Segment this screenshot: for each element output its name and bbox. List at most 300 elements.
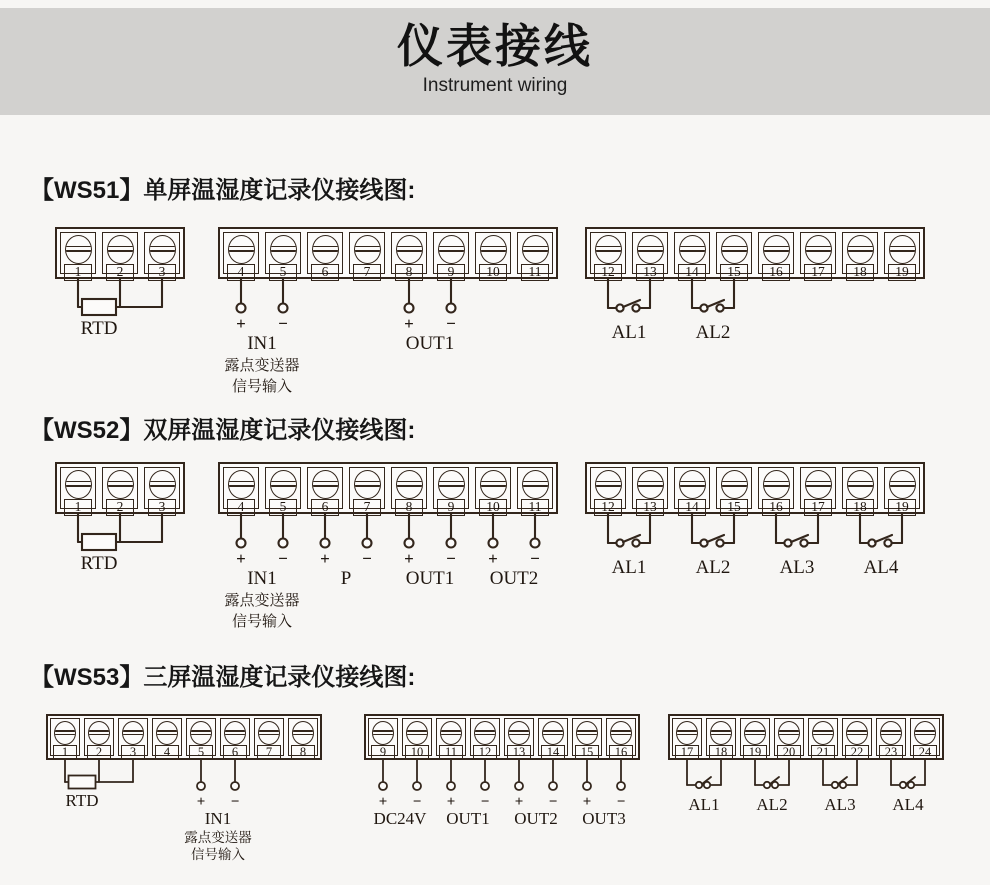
wiring-label: AL4 bbox=[892, 795, 924, 814]
screw-icon bbox=[312, 470, 339, 499]
screw-icon bbox=[270, 470, 297, 499]
terminal-number: 24 bbox=[913, 745, 937, 760]
screw-icon bbox=[312, 235, 339, 264]
wiring-diagram bbox=[55, 279, 185, 404]
terminal-number: 18 bbox=[846, 499, 874, 516]
contact-dot bbox=[832, 782, 838, 788]
wiring-label: AL2 bbox=[756, 795, 788, 814]
wiring-label: IN1 bbox=[204, 809, 232, 828]
terminal-cell bbox=[265, 232, 301, 279]
terminal-number: 8 bbox=[395, 264, 423, 281]
terminal-cell bbox=[876, 718, 906, 759]
polarity-sign: − bbox=[230, 794, 240, 810]
wiring-diagram bbox=[218, 514, 558, 639]
terminal-number: 12 bbox=[594, 499, 622, 516]
wiring-diagram bbox=[46, 760, 322, 885]
terminal-cell bbox=[50, 718, 80, 759]
terminal-number: 18 bbox=[846, 264, 874, 281]
terminal-block bbox=[668, 714, 944, 814]
contact-dot bbox=[231, 782, 239, 790]
terminal-number: 17 bbox=[675, 745, 699, 760]
polarity-sign: + bbox=[236, 549, 246, 568]
screw-icon bbox=[480, 235, 507, 264]
screw-icon bbox=[763, 235, 790, 264]
terminal-cell bbox=[740, 718, 770, 759]
screw-icon bbox=[679, 235, 706, 264]
terminal-number: 15 bbox=[720, 499, 748, 516]
terminal-cell bbox=[152, 718, 182, 759]
screw-icon bbox=[889, 235, 916, 264]
contact-dot bbox=[632, 304, 639, 311]
screw-icon bbox=[676, 721, 698, 745]
screw-icon bbox=[65, 235, 92, 264]
terminal-cell bbox=[884, 467, 920, 514]
polarity-sign: + bbox=[320, 549, 330, 568]
polarity-sign: − bbox=[530, 549, 540, 568]
screw-icon bbox=[522, 235, 549, 264]
contact-dot bbox=[481, 782, 489, 790]
terminal-cell bbox=[475, 467, 511, 514]
terminal-number: 13 bbox=[636, 264, 664, 281]
contact-dot bbox=[447, 539, 456, 548]
polarity-sign: − bbox=[278, 314, 288, 333]
terminal-block bbox=[364, 714, 640, 828]
wiring-label: AL3 bbox=[779, 557, 815, 578]
screw-icon bbox=[763, 470, 790, 499]
contact-dot bbox=[696, 782, 702, 788]
wiring-label: AL1 bbox=[688, 795, 720, 814]
screw-icon bbox=[190, 721, 212, 745]
screw-icon bbox=[721, 235, 748, 264]
terminal-cell bbox=[758, 232, 794, 279]
terminal-cell bbox=[517, 232, 553, 279]
terminal-number: 12 bbox=[473, 745, 497, 760]
wiring-label: OUT1 bbox=[405, 568, 455, 589]
screw-icon bbox=[880, 721, 902, 745]
contact-dot bbox=[616, 539, 623, 546]
polarity-sign: − bbox=[362, 549, 372, 568]
terminal-number: 9 bbox=[371, 745, 395, 760]
terminal-number: 21 bbox=[811, 745, 835, 760]
polarity-sign: + bbox=[446, 794, 456, 810]
screw-icon bbox=[396, 235, 423, 264]
terminal-number: 9 bbox=[437, 264, 465, 281]
wiring-label: OUT3 bbox=[582, 809, 626, 828]
terminal-cell bbox=[910, 718, 940, 759]
screw-icon bbox=[354, 235, 381, 264]
wiring-label: AL2 bbox=[695, 322, 731, 343]
screw-icon bbox=[107, 235, 134, 264]
contact-dot bbox=[197, 782, 205, 790]
polarity-sign: + bbox=[236, 314, 246, 333]
screw-icon bbox=[721, 470, 748, 499]
screw-icon bbox=[812, 721, 834, 745]
screw-icon bbox=[805, 470, 832, 499]
terminal-number: 19 bbox=[888, 264, 916, 281]
terminal-cell bbox=[572, 718, 602, 759]
polarity-sign: − bbox=[412, 794, 422, 810]
polarity-sign: + bbox=[378, 794, 388, 810]
wiring-label: RTD bbox=[80, 553, 118, 574]
terminal-number: 23 bbox=[879, 745, 903, 760]
terminal-number: 10 bbox=[479, 499, 507, 516]
screw-icon bbox=[122, 721, 144, 745]
terminal-number: 1 bbox=[53, 745, 77, 760]
polarity-sign: − bbox=[446, 549, 456, 568]
terminal-cell bbox=[307, 467, 343, 514]
terminal-cell bbox=[504, 718, 534, 759]
screw-icon bbox=[480, 470, 507, 499]
terminal-number: 12 bbox=[594, 264, 622, 281]
contact-dot bbox=[868, 539, 875, 546]
terminal-cell bbox=[632, 467, 668, 514]
polarity-sign: − bbox=[548, 794, 558, 810]
terminal-number: 8 bbox=[395, 499, 423, 516]
screw-icon bbox=[228, 470, 255, 499]
terminal-cell bbox=[368, 718, 398, 759]
terminal-number: 4 bbox=[227, 499, 255, 516]
contact-dot bbox=[772, 782, 778, 788]
terminal-cell bbox=[884, 232, 920, 279]
contact-dot bbox=[700, 304, 707, 311]
section-heading-ws53: 【WS53】三屏温湿度记录仪接线图: bbox=[30, 664, 416, 691]
screw-icon bbox=[258, 721, 280, 745]
terminal-cell bbox=[265, 467, 301, 514]
screw-icon bbox=[88, 721, 110, 745]
screw-icon bbox=[847, 470, 874, 499]
terminal-strip bbox=[46, 714, 322, 760]
terminal-cell bbox=[632, 232, 668, 279]
wiring-label: RTD bbox=[65, 791, 99, 810]
terminal-number: 11 bbox=[439, 745, 463, 760]
screw-icon bbox=[372, 721, 394, 745]
screw-icon bbox=[595, 235, 622, 264]
screw-icon bbox=[610, 721, 632, 745]
screw-icon bbox=[637, 235, 664, 264]
terminal-cell bbox=[672, 718, 702, 759]
contact-dot bbox=[800, 539, 807, 546]
wiring-label: AL1 bbox=[611, 322, 647, 343]
terminal-cell bbox=[223, 232, 259, 279]
header-bar bbox=[0, 8, 990, 115]
contact-dot bbox=[632, 539, 639, 546]
terminal-cell bbox=[842, 718, 872, 759]
terminal-cell bbox=[538, 718, 568, 759]
screw-icon bbox=[474, 721, 496, 745]
screw-icon bbox=[710, 721, 732, 745]
terminal-number: 13 bbox=[507, 745, 531, 760]
terminal-strip bbox=[585, 227, 925, 279]
terminal-cell bbox=[517, 467, 553, 514]
terminal-number: 1 bbox=[64, 499, 92, 516]
terminal-number: 5 bbox=[269, 264, 297, 281]
terminal-number: 14 bbox=[678, 499, 706, 516]
wiring-sublabel: 露点变送器 bbox=[224, 357, 300, 374]
terminal-number: 3 bbox=[148, 264, 176, 281]
screw-icon bbox=[406, 721, 428, 745]
terminal-block bbox=[55, 462, 185, 574]
terminal-cell bbox=[436, 718, 466, 759]
rtd-resistor bbox=[82, 299, 116, 315]
screw-icon bbox=[354, 470, 381, 499]
terminal-number: 4 bbox=[155, 745, 179, 760]
contact-dot bbox=[447, 304, 456, 313]
terminal-strip bbox=[55, 462, 185, 514]
wiring-label: DC24V bbox=[373, 809, 427, 828]
terminal-number: 7 bbox=[257, 745, 281, 760]
terminal-number: 8 bbox=[291, 745, 315, 760]
terminal-cell bbox=[60, 232, 96, 279]
terminal-number: 16 bbox=[609, 745, 633, 760]
contact-dot bbox=[616, 304, 623, 311]
wiring-sublabel: 信号输入 bbox=[191, 847, 245, 862]
terminal-number: 16 bbox=[762, 499, 790, 516]
wiring-diagram bbox=[55, 514, 185, 639]
terminal-number: 14 bbox=[678, 264, 706, 281]
screw-icon bbox=[438, 470, 465, 499]
wiring-diagram bbox=[585, 279, 925, 404]
terminal-cell bbox=[307, 232, 343, 279]
terminal-number: 20 bbox=[777, 745, 801, 760]
terminal-cell bbox=[716, 232, 752, 279]
contact-dot bbox=[704, 782, 710, 788]
screw-icon bbox=[149, 470, 176, 499]
terminal-number: 6 bbox=[311, 264, 339, 281]
wiring-diagram bbox=[218, 279, 558, 404]
terminal-number: 1 bbox=[64, 264, 92, 281]
contact-dot bbox=[908, 782, 914, 788]
wiring-label: AL4 bbox=[863, 557, 899, 578]
terminal-cell bbox=[800, 232, 836, 279]
wiring-label: IN1 bbox=[247, 333, 277, 354]
contact-dot bbox=[405, 304, 414, 313]
terminal-number: 13 bbox=[636, 499, 664, 516]
terminal-cell bbox=[674, 232, 710, 279]
screw-icon bbox=[107, 470, 134, 499]
terminal-number: 6 bbox=[223, 745, 247, 760]
wiring-label: AL1 bbox=[611, 557, 647, 578]
screw-icon bbox=[637, 470, 664, 499]
wiring-label: AL3 bbox=[824, 795, 856, 814]
terminal-cell bbox=[475, 232, 511, 279]
screw-icon bbox=[744, 721, 766, 745]
contact-dot bbox=[617, 782, 625, 790]
wiring-label: IN1 bbox=[247, 568, 277, 589]
terminal-block bbox=[218, 227, 558, 395]
wiring-sublabel: 信号输入 bbox=[231, 613, 293, 630]
terminal-block bbox=[585, 227, 925, 343]
contact-dot bbox=[840, 782, 846, 788]
terminal-cell bbox=[470, 718, 500, 759]
contact-dot bbox=[489, 539, 498, 548]
terminal-cell bbox=[254, 718, 284, 759]
terminal-cell bbox=[758, 467, 794, 514]
terminal-cell bbox=[808, 718, 838, 759]
terminal-number: 19 bbox=[743, 745, 767, 760]
terminal-cell bbox=[402, 718, 432, 759]
screw-icon bbox=[224, 721, 246, 745]
screw-icon bbox=[595, 470, 622, 499]
terminal-cell bbox=[774, 718, 804, 759]
wiring-diagram bbox=[668, 760, 944, 885]
terminal-number: 14 bbox=[541, 745, 565, 760]
terminal-number: 17 bbox=[804, 264, 832, 281]
terminal-cell bbox=[102, 232, 138, 279]
terminal-number: 15 bbox=[575, 745, 599, 760]
contact-dot bbox=[379, 782, 387, 790]
terminal-number: 17 bbox=[804, 499, 832, 516]
terminal-number: 22 bbox=[845, 745, 869, 760]
terminal-number: 3 bbox=[121, 745, 145, 760]
contact-dot bbox=[279, 304, 288, 313]
screw-icon bbox=[914, 721, 936, 745]
wiring-label: OUT2 bbox=[489, 568, 539, 589]
terminal-number: 15 bbox=[720, 264, 748, 281]
contact-dot bbox=[716, 539, 723, 546]
screw-icon bbox=[438, 235, 465, 264]
contact-dot bbox=[237, 539, 246, 548]
terminal-number: 2 bbox=[87, 745, 111, 760]
section-heading-ws51: 【WS51】单屏温湿度记录仪接线图: bbox=[30, 177, 416, 204]
terminal-strip bbox=[55, 227, 185, 279]
contact-dot bbox=[515, 782, 523, 790]
terminal-cell bbox=[349, 232, 385, 279]
wiring-label: OUT1 bbox=[446, 809, 490, 828]
terminal-number: 5 bbox=[269, 499, 297, 516]
terminal-cell bbox=[118, 718, 148, 759]
polarity-sign: − bbox=[480, 794, 490, 810]
polarity-sign: + bbox=[404, 549, 414, 568]
terminal-number: 2 bbox=[106, 499, 134, 516]
page-title: 仪表接线 bbox=[397, 20, 593, 72]
terminal-strip bbox=[585, 462, 925, 514]
terminal-cell bbox=[433, 467, 469, 514]
wiring-sublabel: 露点变送器 bbox=[224, 592, 300, 609]
contact-dot bbox=[700, 539, 707, 546]
terminal-cell bbox=[842, 232, 878, 279]
screw-icon bbox=[889, 470, 916, 499]
terminal-cell bbox=[144, 232, 180, 279]
terminal-strip bbox=[218, 227, 558, 279]
terminal-block bbox=[55, 227, 185, 339]
terminal-cell bbox=[391, 467, 427, 514]
terminal-cell bbox=[84, 718, 114, 759]
terminal-number: 11 bbox=[521, 499, 549, 516]
screw-icon bbox=[522, 470, 549, 499]
terminal-block bbox=[585, 462, 925, 578]
contact-dot bbox=[405, 539, 414, 548]
contact-dot bbox=[413, 782, 421, 790]
polarity-sign: + bbox=[582, 794, 592, 810]
terminal-number: 2 bbox=[106, 264, 134, 281]
contact-dot bbox=[549, 782, 557, 790]
page-subtitle: Instrument wiring bbox=[422, 74, 568, 96]
terminal-cell bbox=[349, 467, 385, 514]
screw-icon bbox=[156, 721, 178, 745]
contact-dot bbox=[447, 782, 455, 790]
terminal-cell bbox=[60, 467, 96, 514]
wiring-label: AL2 bbox=[695, 557, 731, 578]
terminal-cell bbox=[674, 467, 710, 514]
wiring-sublabel: 信号输入 bbox=[231, 378, 293, 395]
terminal-number: 16 bbox=[762, 264, 790, 281]
polarity-sign: + bbox=[404, 314, 414, 333]
terminal-number: 11 bbox=[521, 264, 549, 281]
screw-icon bbox=[679, 470, 706, 499]
screw-icon bbox=[65, 470, 92, 499]
terminal-cell bbox=[433, 232, 469, 279]
screw-icon bbox=[54, 721, 76, 745]
screw-icon bbox=[778, 721, 800, 745]
screw-icon bbox=[847, 235, 874, 264]
terminal-strip bbox=[668, 714, 944, 760]
terminal-cell bbox=[590, 232, 626, 279]
terminal-cell bbox=[842, 467, 878, 514]
wiring-label: RTD bbox=[80, 318, 118, 339]
terminal-cell bbox=[288, 718, 318, 759]
terminal-cell bbox=[800, 467, 836, 514]
contact-dot bbox=[583, 782, 591, 790]
terminal-number: 18 bbox=[709, 745, 733, 760]
terminal-number: 9 bbox=[437, 499, 465, 516]
terminal-cell bbox=[606, 718, 636, 759]
terminal-block bbox=[218, 462, 558, 630]
contact-dot bbox=[900, 782, 906, 788]
terminal-cell bbox=[220, 718, 250, 759]
contact-dot bbox=[531, 539, 540, 548]
polarity-sign: − bbox=[446, 314, 456, 333]
screw-icon bbox=[805, 235, 832, 264]
terminal-cell bbox=[391, 232, 427, 279]
screw-icon bbox=[542, 721, 564, 745]
polarity-sign: + bbox=[488, 549, 498, 568]
contact-dot bbox=[279, 539, 288, 548]
screw-icon bbox=[270, 235, 297, 264]
wiring-diagram bbox=[585, 514, 925, 639]
wiring-sublabel: 露点变送器 bbox=[184, 830, 252, 845]
screw-icon bbox=[440, 721, 462, 745]
screw-icon bbox=[576, 721, 598, 745]
screw-icon bbox=[149, 235, 176, 264]
terminal-number: 10 bbox=[405, 745, 429, 760]
contact-dot bbox=[764, 782, 770, 788]
rtd-resistor bbox=[82, 534, 116, 550]
terminal-number: 3 bbox=[148, 499, 176, 516]
terminal-cell bbox=[144, 467, 180, 514]
terminal-number: 7 bbox=[353, 499, 381, 516]
contact-dot bbox=[884, 539, 891, 546]
terminal-number: 19 bbox=[888, 499, 916, 516]
terminal-cell bbox=[716, 467, 752, 514]
polarity-sign: − bbox=[616, 794, 626, 810]
screw-icon bbox=[228, 235, 255, 264]
screw-icon bbox=[846, 721, 868, 745]
screw-icon bbox=[396, 470, 423, 499]
contact-dot bbox=[716, 304, 723, 311]
terminal-cell bbox=[590, 467, 626, 514]
polarity-sign: + bbox=[514, 794, 524, 810]
polarity-sign: − bbox=[278, 549, 288, 568]
terminal-strip bbox=[218, 462, 558, 514]
wiring-label: OUT1 bbox=[405, 333, 455, 354]
terminal-cell bbox=[102, 467, 138, 514]
polarity-sign: + bbox=[196, 794, 206, 810]
screw-icon bbox=[508, 721, 530, 745]
contact-dot bbox=[784, 539, 791, 546]
wiring-label: P bbox=[340, 568, 352, 589]
section-heading-ws52: 【WS52】双屏温湿度记录仪接线图: bbox=[30, 417, 416, 444]
terminal-cell bbox=[706, 718, 736, 759]
